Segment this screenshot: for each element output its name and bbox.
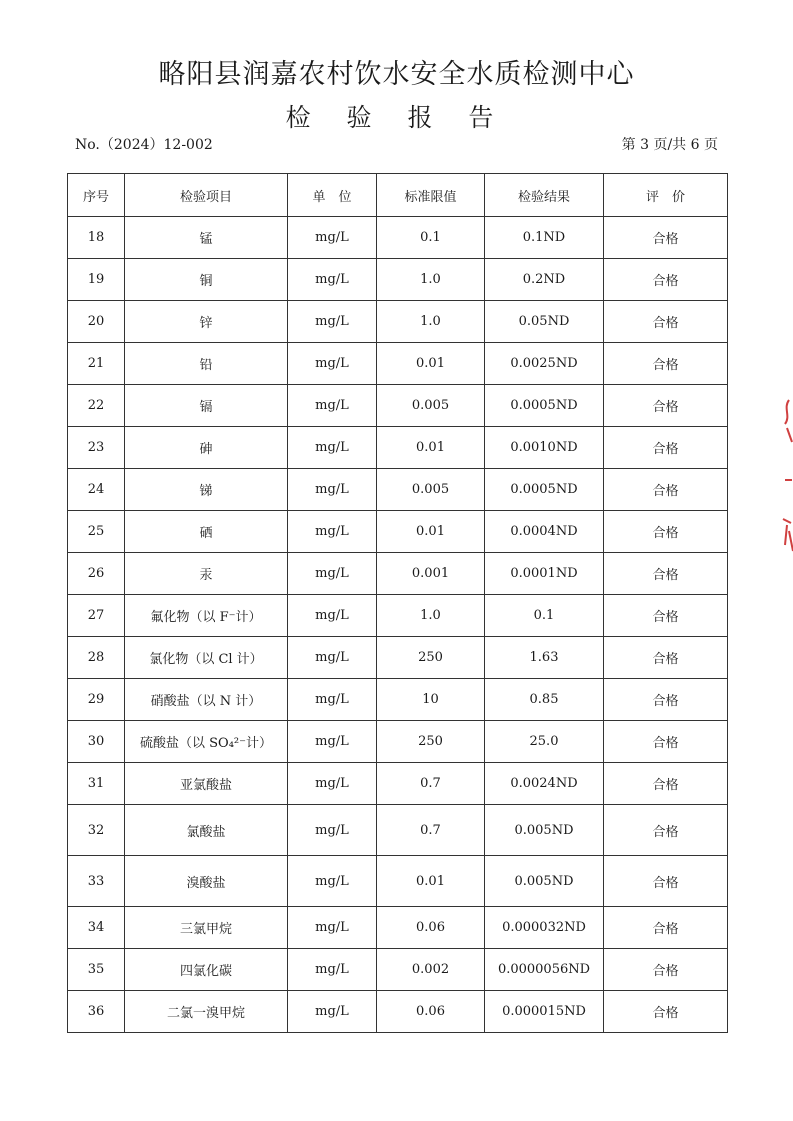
evaluation-cell: 合格 (604, 511, 728, 553)
table-row (68, 595, 728, 637)
test-result-cell: 0.0001ND (485, 553, 604, 595)
unit-cell: mg/L (288, 343, 377, 385)
unit-cell: mg/L (288, 637, 377, 679)
evaluation-cell: 合格 (604, 805, 728, 856)
unit-cell: mg/L (288, 301, 377, 343)
evaluation-cell: 合格 (604, 301, 728, 343)
test-item-cell: 二氯一溴甲烷 (125, 991, 288, 1033)
standard-limit-cell: 0.7 (377, 763, 485, 805)
table-row (68, 511, 728, 553)
col-header-unit: 单 位 (288, 174, 377, 217)
standard-limit-cell: 0.01 (377, 343, 485, 385)
test-item-cell: 锌 (125, 301, 288, 343)
table-row (68, 553, 728, 595)
test-item-cell: 锑 (125, 469, 288, 511)
standard-limit-cell: 10 (377, 679, 485, 721)
table-header-row (68, 174, 728, 217)
row-number-cell: 24 (68, 469, 125, 511)
unit-cell: mg/L (288, 907, 377, 949)
page-info: 第 3 页/共 6 页 (621, 137, 718, 153)
test-item-cell: 汞 (125, 553, 288, 595)
standard-limit-cell: 1.0 (377, 301, 485, 343)
table-row (68, 763, 728, 805)
standard-limit-cell: 0.01 (377, 427, 485, 469)
test-result-cell: 0.0005ND (485, 469, 604, 511)
test-item-cell: 溴酸盐 (125, 856, 288, 907)
standard-limit-cell: 250 (377, 637, 485, 679)
unit-cell: mg/L (288, 469, 377, 511)
test-result-cell: 1.63 (485, 637, 604, 679)
table-row (68, 637, 728, 679)
evaluation-cell: 合格 (604, 595, 728, 637)
evaluation-cell: 合格 (604, 217, 728, 259)
row-number-cell: 22 (68, 385, 125, 427)
test-result-cell: 0.0004ND (485, 511, 604, 553)
evaluation-cell: 合格 (604, 469, 728, 511)
report-number: No.（2024）12-002 (75, 137, 213, 153)
row-number-cell: 27 (68, 595, 125, 637)
standard-limit-cell: 0.005 (377, 469, 485, 511)
table-row (68, 427, 728, 469)
test-result-cell: 0.1ND (485, 217, 604, 259)
evaluation-cell: 合格 (604, 679, 728, 721)
evaluation-cell: 合格 (604, 763, 728, 805)
unit-cell: mg/L (288, 511, 377, 553)
test-item-cell: 三氯甲烷 (125, 907, 288, 949)
test-result-cell: 0.000032ND (485, 907, 604, 949)
row-number-cell: 18 (68, 217, 125, 259)
test-item-cell: 砷 (125, 427, 288, 469)
standard-limit-cell: 0.1 (377, 217, 485, 259)
test-result-cell: 25.0 (485, 721, 604, 763)
row-number-cell: 34 (68, 907, 125, 949)
seal-mark-fragment (779, 515, 793, 555)
standard-limit-cell: 0.01 (377, 511, 485, 553)
table-row (68, 217, 728, 259)
test-item-cell: 铅 (125, 343, 288, 385)
standard-limit-cell: 0.002 (377, 949, 485, 991)
evaluation-cell: 合格 (604, 907, 728, 949)
seal-fragment-bottom (779, 515, 793, 555)
table-row (68, 301, 728, 343)
unit-cell: mg/L (288, 679, 377, 721)
row-number-cell: 21 (68, 343, 125, 385)
row-number-cell: 26 (68, 553, 125, 595)
test-item-cell: 四氯化碳 (125, 949, 288, 991)
test-result-cell: 0.2ND (485, 259, 604, 301)
unit-cell: mg/L (288, 805, 377, 856)
table-row (68, 679, 728, 721)
row-number-cell: 25 (68, 511, 125, 553)
table-row (68, 949, 728, 991)
table-row (68, 805, 728, 856)
col-header-result: 检验结果 (485, 174, 604, 217)
test-item-cell: 镉 (125, 385, 288, 427)
standard-limit-cell: 250 (377, 721, 485, 763)
test-item-cell: 铜 (125, 259, 288, 301)
row-number-cell: 29 (68, 679, 125, 721)
evaluation-cell: 合格 (604, 856, 728, 907)
standard-limit-cell: 1.0 (377, 259, 485, 301)
standard-limit-cell: 0.7 (377, 805, 485, 856)
unit-cell: mg/L (288, 721, 377, 763)
report-org-title: 略阳县润嘉农村饮水安全水质检测中心 (158, 59, 635, 90)
unit-cell: mg/L (288, 949, 377, 991)
unit-cell: mg/L (288, 991, 377, 1033)
test-result-cell: 0.000015ND (485, 991, 604, 1033)
table-row (68, 721, 728, 763)
seal-mark-fragment (779, 398, 793, 444)
test-result-cell: 0.005ND (485, 856, 604, 907)
test-result-cell: 0.0024ND (485, 763, 604, 805)
table-row (68, 991, 728, 1033)
unit-cell: mg/L (288, 553, 377, 595)
standard-limit-cell: 0.01 (377, 856, 485, 907)
evaluation-cell: 合格 (604, 721, 728, 763)
test-result-cell: 0.05ND (485, 301, 604, 343)
evaluation-cell: 合格 (604, 991, 728, 1033)
standard-limit-cell: 0.001 (377, 553, 485, 595)
test-item-cell: 氟化物（以 F⁻计） (125, 595, 288, 637)
row-number-cell: 35 (68, 949, 125, 991)
seal-fragment-middle (779, 470, 793, 490)
test-item-cell: 锰 (125, 217, 288, 259)
row-number-cell: 36 (68, 991, 125, 1033)
evaluation-cell: 合格 (604, 553, 728, 595)
unit-cell: mg/L (288, 856, 377, 907)
evaluation-cell: 合格 (604, 385, 728, 427)
standard-limit-cell: 0.005 (377, 385, 485, 427)
test-item-cell: 氯化物（以 Cl 计） (125, 637, 288, 679)
results-table (67, 173, 728, 1033)
test-result-cell: 0.0025ND (485, 343, 604, 385)
row-number-cell: 28 (68, 637, 125, 679)
col-header-item: 检验项目 (125, 174, 288, 217)
row-number-cell: 23 (68, 427, 125, 469)
row-number-cell: 30 (68, 721, 125, 763)
row-number-cell: 31 (68, 763, 125, 805)
unit-cell: mg/L (288, 427, 377, 469)
test-item-cell: 硝酸盐（以 N 计） (125, 679, 288, 721)
standard-limit-cell: 0.06 (377, 907, 485, 949)
test-result-cell: 0.005ND (485, 805, 604, 856)
test-result-cell: 0.85 (485, 679, 604, 721)
seal-fragment-top (779, 398, 793, 444)
col-header-limit: 标准限值 (377, 174, 485, 217)
test-item-cell: 硫酸盐（以 SO₄²⁻计） (125, 721, 288, 763)
unit-cell: mg/L (288, 595, 377, 637)
evaluation-cell: 合格 (604, 427, 728, 469)
standard-limit-cell: 1.0 (377, 595, 485, 637)
report-title: 检 验 报 告 (285, 103, 508, 132)
table-row (68, 385, 728, 427)
row-number-cell: 33 (68, 856, 125, 907)
col-header-no: 序号 (68, 174, 125, 217)
table-row (68, 856, 728, 907)
test-result-cell: 0.0000056ND (485, 949, 604, 991)
row-number-cell: 19 (68, 259, 125, 301)
test-item-cell: 氯酸盐 (125, 805, 288, 856)
evaluation-cell: 合格 (604, 259, 728, 301)
unit-cell: mg/L (288, 259, 377, 301)
test-result-cell: 0.0010ND (485, 427, 604, 469)
unit-cell: mg/L (288, 385, 377, 427)
row-number-cell: 32 (68, 805, 125, 856)
seal-mark-fragment (779, 470, 793, 490)
table-row (68, 469, 728, 511)
table-row (68, 343, 728, 385)
table-row (68, 259, 728, 301)
unit-cell: mg/L (288, 763, 377, 805)
test-item-cell: 硒 (125, 511, 288, 553)
evaluation-cell: 合格 (604, 343, 728, 385)
table-row (68, 907, 728, 949)
col-header-eval: 评 价 (604, 174, 728, 217)
row-number-cell: 20 (68, 301, 125, 343)
standard-limit-cell: 0.06 (377, 991, 485, 1033)
evaluation-cell: 合格 (604, 949, 728, 991)
test-item-cell: 亚氯酸盐 (125, 763, 288, 805)
test-result-cell: 0.1 (485, 595, 604, 637)
test-result-cell: 0.0005ND (485, 385, 604, 427)
unit-cell: mg/L (288, 217, 377, 259)
evaluation-cell: 合格 (604, 637, 728, 679)
